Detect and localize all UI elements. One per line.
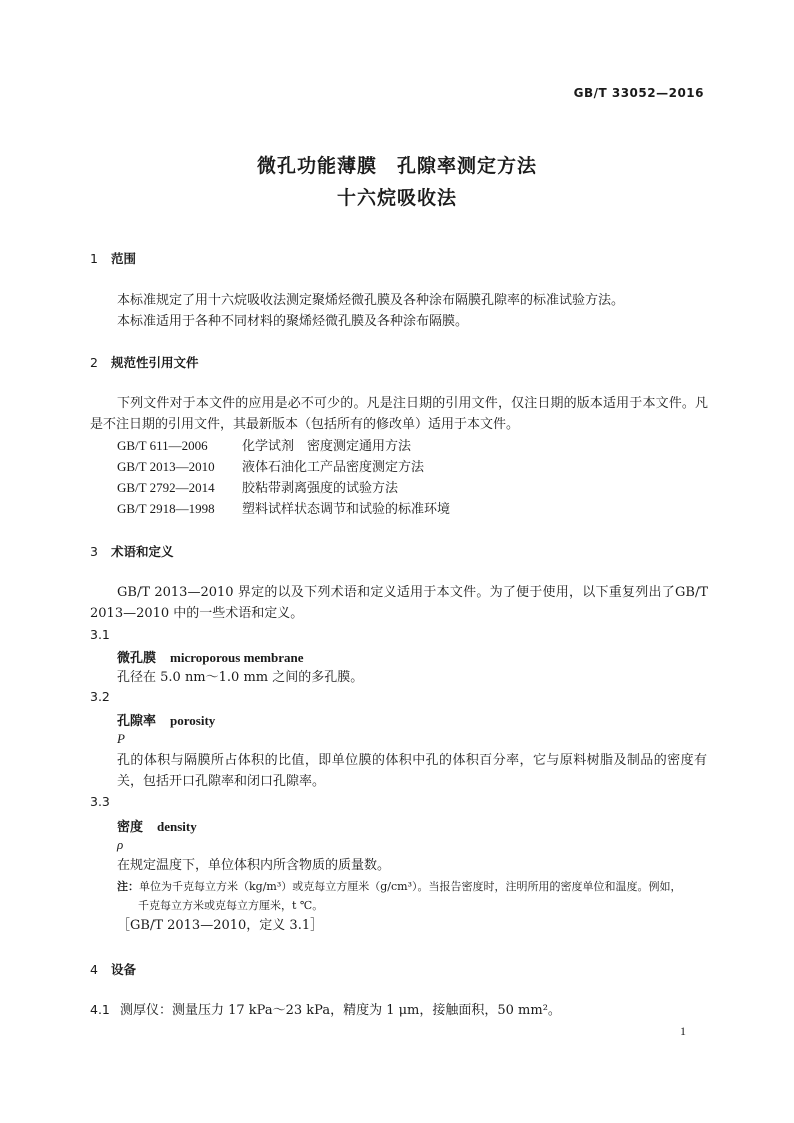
reference-code: GB/T 2013—2010 (117, 459, 215, 474)
section-2-paragraph: 下列文件对于本文件的应用是必不可少的。凡是注日期的引用文件，仅注日期的版本适用于本文件。凡是不注日期的引用文件，其最新版本（包括所有的修改单）适用于本文件。 (90, 396, 708, 432)
section-number: 1 (90, 251, 98, 266)
section-3-heading (90, 542, 174, 560)
section-title: 设备 (111, 962, 137, 977)
reference-code: GB/T 2918—1998 (117, 501, 215, 516)
section-title: 规范性引用文件 (111, 355, 199, 370)
standard-code: GB/T 33052—2016 (573, 86, 704, 100)
term-cn: 密度 (117, 820, 144, 835)
term-3-1-title (117, 647, 304, 666)
note-text-continued: 千克每立方米或克每立方厘米，t ℃。 (138, 899, 324, 912)
term-en: porosity (170, 713, 216, 728)
note-text: 单位为千克每立方米（kg/m³）或克每立方厘米（g/cm³）。当报告密度时，注明所用的密度单位和温度。例如， (139, 880, 682, 893)
term-3-3-definition: 在规定温度下，单位体积内所含物质的质量数。 (117, 858, 391, 873)
section-4-heading (90, 960, 136, 978)
page-number: 1 (680, 1024, 686, 1038)
item-number: 4.1 (90, 1002, 110, 1017)
reference-code: GB/T 611—2006 (117, 438, 208, 453)
item-4-1 (90, 999, 561, 1021)
reference-row (117, 456, 424, 478)
reference-title: 胶粘带剥离强度的试验方法 (242, 481, 399, 496)
reference-title: 液体石油化工产品密度测定方法 (242, 460, 425, 475)
reference-row (117, 477, 398, 499)
section-2-heading (90, 353, 199, 371)
term-3-3-note (117, 877, 707, 915)
term-3-3-title (117, 816, 197, 835)
reference-title: 塑料试样状态调节和试验的标准环境 (242, 502, 451, 517)
section-1-paragraph-2: 本标准适用于各种不同材料的聚烯烃微孔膜及各种涂布隔膜。 (117, 314, 469, 329)
document-title-line1: 微孔功能薄膜 孔隙率测定方法 (256, 155, 537, 177)
term-3-3-number: 3.3 (90, 794, 110, 809)
section-1-heading (90, 249, 136, 267)
term-en: density (157, 819, 197, 834)
section-number: 4 (90, 962, 98, 977)
term-3-2-number: 3.2 (90, 689, 110, 704)
section-number: 3 (90, 544, 98, 559)
term-3-3-source: ［GB/T 2013—2010，定义 3.1］ (117, 918, 324, 933)
term-3-2-symbol: P (117, 731, 125, 746)
section-1-paragraph-1: 本标准规定了用十六烷吸收法测定聚烯烃微孔膜及各种涂布隔膜孔隙率的标准试验方法。 (117, 293, 625, 308)
item-text: 测厚仪：测量压力 17 kPa～23 kPa，精度为 1 μm，接触面积，50 mm²。 (120, 1003, 561, 1018)
term-3-3-symbol: ρ (117, 837, 124, 852)
document-title-line2: 十六烷吸收法 (336, 187, 457, 209)
term-cn: 孔隙率 (117, 714, 157, 729)
section-3-paragraph: GB/T 2013—2010 界定的以及下列术语和定义适用于本文件。为了便于使用，以下重复列出了GB/T 2013—2010 中的一些术语和定义。 (90, 585, 708, 621)
term-3-2-title (117, 710, 215, 729)
reference-code: GB/T 2792—2014 (117, 480, 215, 495)
section-title: 范围 (111, 251, 137, 266)
reference-row (117, 498, 450, 520)
section-title: 术语和定义 (111, 544, 174, 559)
term-3-1-definition: 孔径在 5.0 nm～1.0 mm 之间的多孔膜。 (117, 670, 364, 685)
note-label: 注： (117, 880, 139, 893)
term-3-1-number: 3.1 (90, 627, 110, 642)
section-number: 2 (90, 355, 98, 370)
term-3-2-definition: 孔的体积与隔膜所占体积的比值，即单位膜的体积中孔的体积百分率，它与原料树脂及制品的密度有关，包括开口孔隙率和闭口孔隙率。 (117, 753, 707, 789)
reference-title: 化学试剂 密度测定通用方法 (242, 439, 412, 454)
term-cn: 微孔膜 (117, 651, 157, 666)
reference-row (117, 435, 411, 457)
term-en: microporous membrane (170, 650, 304, 665)
